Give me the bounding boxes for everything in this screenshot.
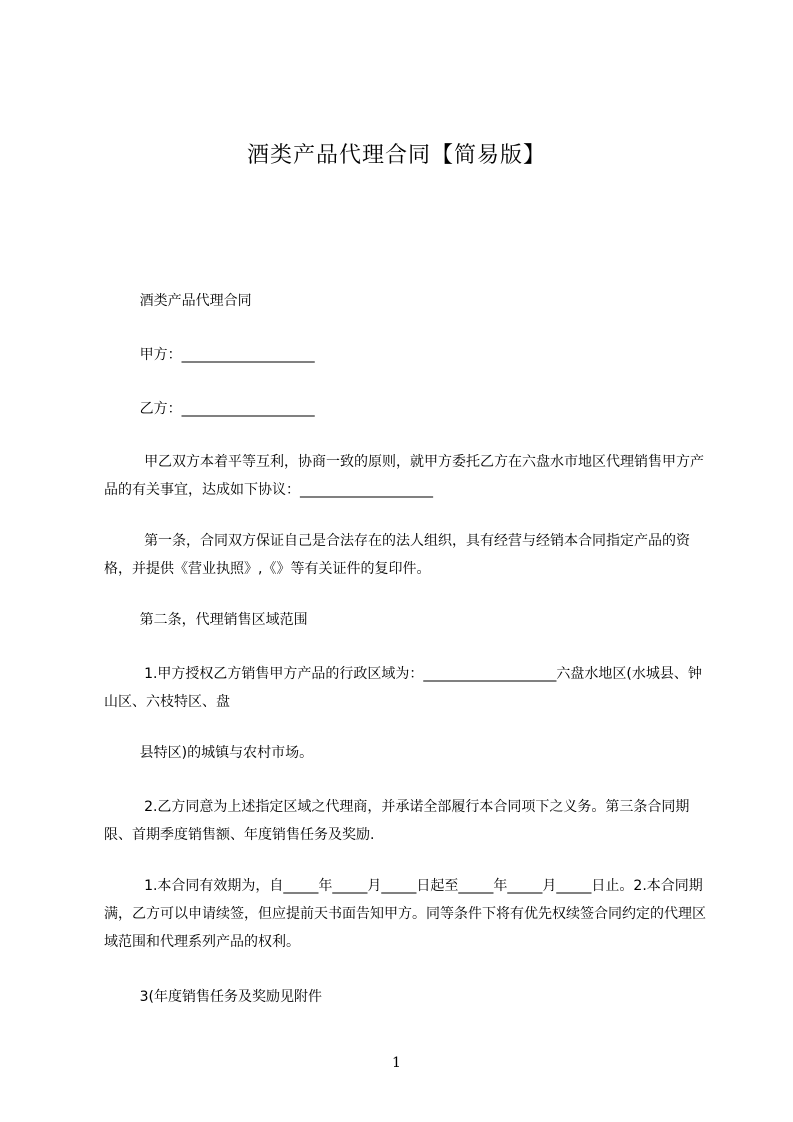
paragraph-article-3-item-3: 3(年度销售任务及奖励见附件 bbox=[104, 989, 322, 1005]
paragraph-article-1: 第一条，合同双方保证自己是合法存在的法人组织，具有经营与经销本合同指定产品的资格，并提供《营业执照》,《》等有关证件的复印件。 bbox=[104, 533, 691, 577]
paragraph-contract-name: 酒类产品代理合同 bbox=[104, 293, 252, 309]
paragraph-preamble: 甲乙双方本着平等互利，协商一致的原则，就甲方委托乙方在六盘水市地区代理销售甲方产品的有关事宜，达成如下协议：___________________ bbox=[104, 454, 705, 498]
paragraph-article-3-items: 1.本合同有效期为，自_____年_____月_____日起至_____年_____月_____日止。2.本合同期满，乙方可以申请续签，但应提前天书面告知甲方。同等条件下将有优先权续签合同约定的代理区域范围和代理系列产品的权利。 bbox=[104, 878, 706, 950]
page-number: 1 bbox=[392, 1055, 401, 1071]
paragraph-party-a: 甲方：___________________ bbox=[104, 347, 315, 363]
paragraph-article-2-item-1: 1.甲方授权乙方销售甲方产品的行政区域为：___________________六盘水地区(水城县、钟山区、六枝特区、盘 bbox=[104, 666, 702, 710]
document-title: 酒类产品代理合同【简易版】 bbox=[246, 143, 546, 168]
paragraph-article-2-heading: 第二条，代理销售区域范围 bbox=[104, 612, 308, 628]
paragraph-article-2-item-1-cont: 县特区)的城镇与农村市场。 bbox=[104, 745, 314, 761]
paragraph-article-2-item-2: 2.乙方同意为上述指定区域之代理商，并承诺全部履行本合同项下之义务。第三条合同期限、首期季度销售额、年度销售任务及奖励. bbox=[104, 799, 690, 843]
paragraph-party-b: 乙方：___________________ bbox=[104, 401, 315, 417]
